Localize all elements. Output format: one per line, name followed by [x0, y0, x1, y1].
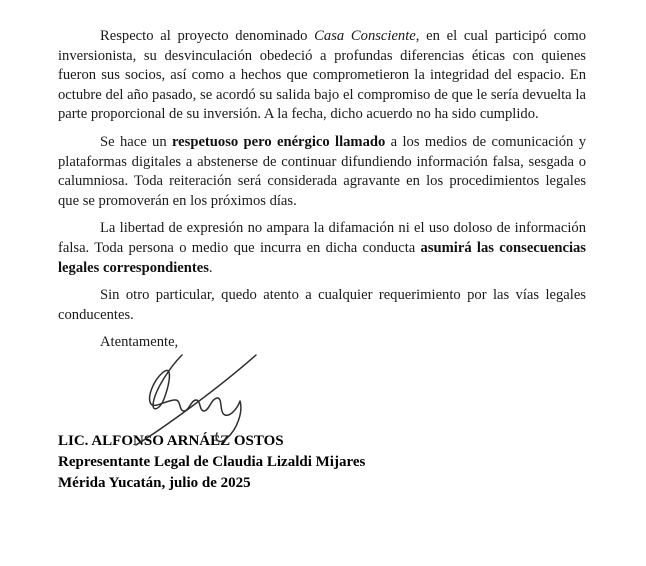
- text-run: Respecto al proyecto denominado: [100, 28, 315, 44]
- handwritten-signature-icon: [120, 349, 270, 449]
- signatory-place-date: Mérida Yucatán, julio de 2025: [58, 474, 251, 491]
- text-run: Sin otro particular, quedo atento a cualquier requerimiento por las vías legales conducentes.: [58, 287, 586, 323]
- text-run-bold: respetuoso pero enérgico llamado: [171, 133, 386, 150]
- signatory-name: LIC. ALFONSO ARNÁEZ OSTOS: [58, 432, 284, 449]
- paragraph-farewell: [58, 286, 586, 325]
- signatory-title: Representante Legal de Claudia Lizaldi Mijares: [58, 453, 366, 470]
- text-run: La libertad de expresión no ampara la difamación ni el uso doloso de información falsa. Toda persona o medio que incurra en dicha conducta: [58, 220, 586, 256]
- text-run-bold: asumirá las consecuencias legales correspondientes: [58, 239, 586, 276]
- paragraph-media-warning: [58, 133, 586, 211]
- closing-line: Atentamente,: [100, 334, 179, 351]
- signature-area: [58, 361, 586, 431]
- text-run-italic: Casa Consciente: [314, 28, 416, 44]
- text-run: a los medios de comunicación y plataformas digitales a abstenerse de continuar difundiendo información falsa, sesgada o calumniosa. Toda reiteración será considerada agravante en los procedimientos legales que se promoverán en los próximos días.: [58, 133, 586, 209]
- text-run: , en el cual participó como inversionista, su desvinculación obedeció a profundas diferencias éticas con quienes fueron sus socios, así como a hechos que comprometieron la integridad del espacio. En octubre del año pasado, se acordó su salida bajo el compromiso de que le sería devuelta la parte proporcional de su inversión. A la fecha, dicho acuerdo no ha sido cumplido.: [58, 28, 586, 123]
- letter-body: [58, 27, 586, 494]
- text-run: .: [208, 259, 213, 276]
- paragraph-free-speech: [58, 219, 586, 278]
- text-run: Se hace un: [100, 133, 172, 150]
- paragraph-project: [58, 27, 586, 125]
